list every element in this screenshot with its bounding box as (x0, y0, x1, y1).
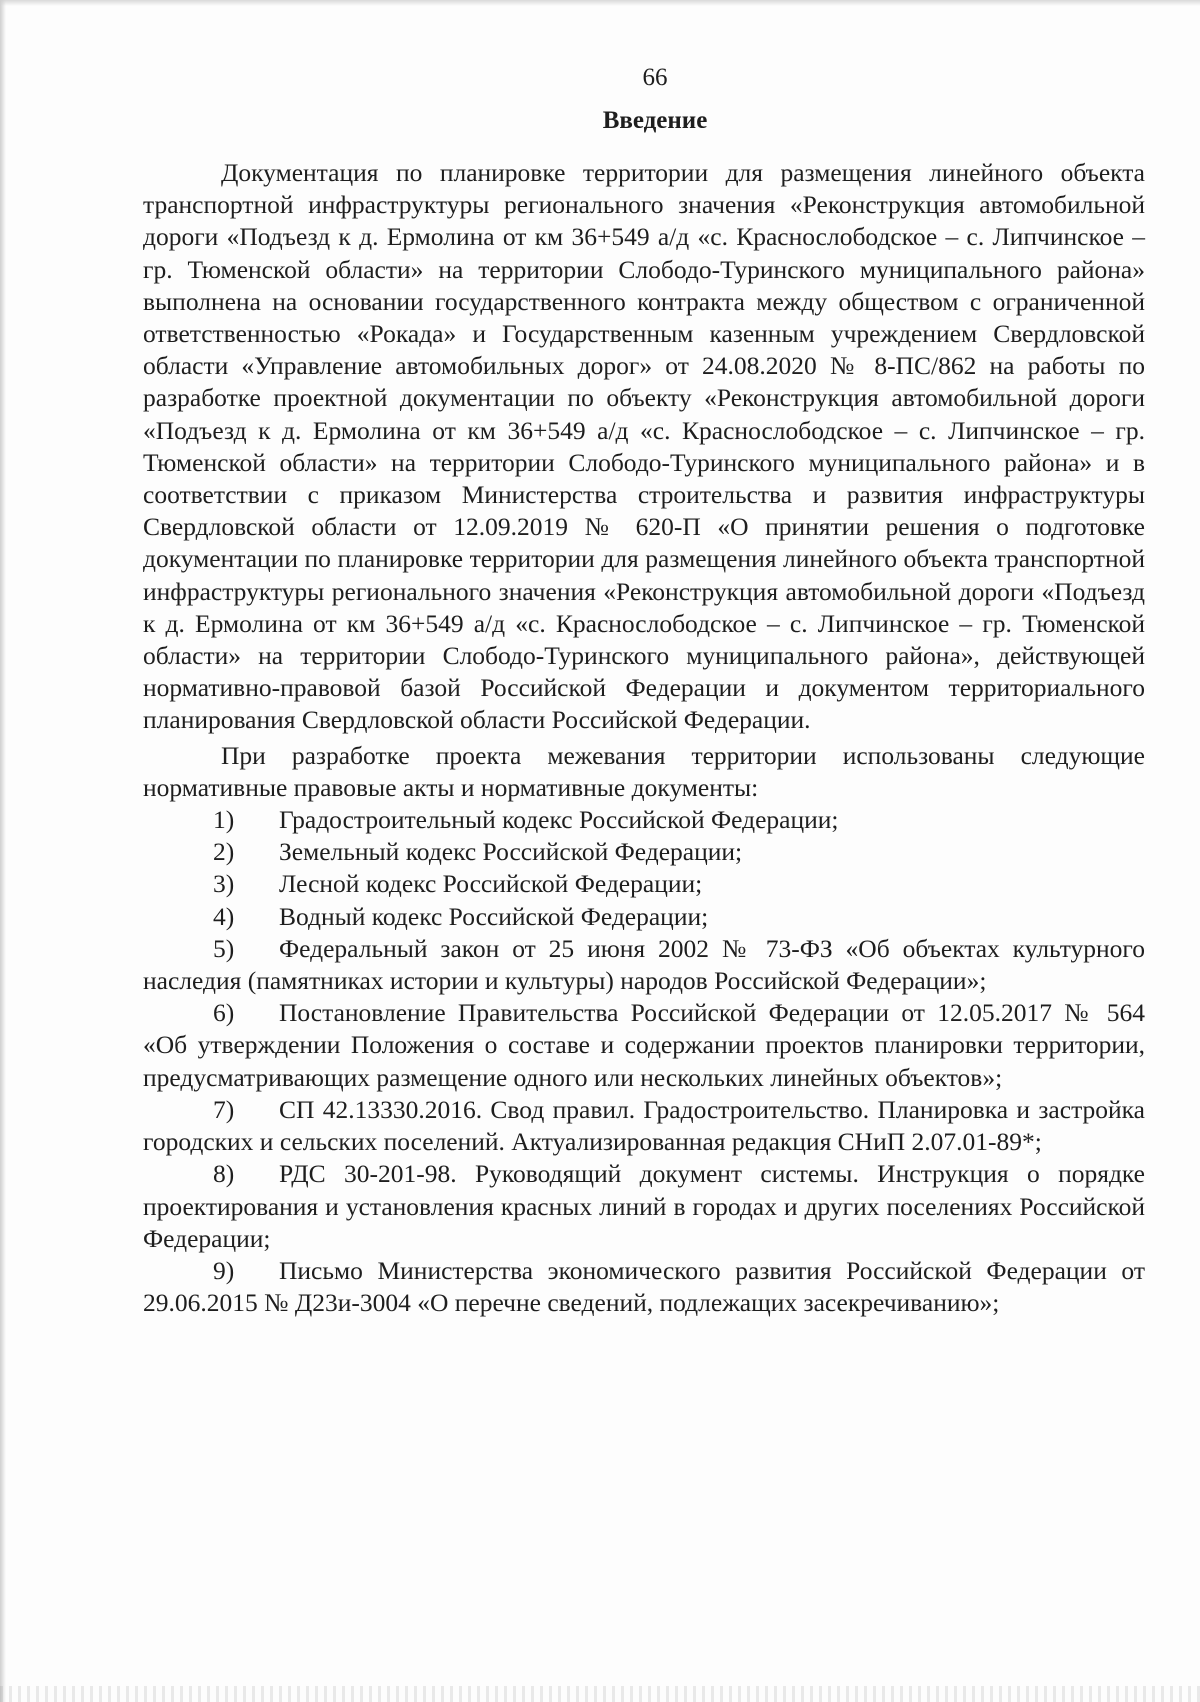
list-item (143, 901, 1145, 933)
list-item-text: Лесной кодекс Российской Федерации; (279, 869, 703, 899)
list-item (143, 804, 1145, 836)
list-item-number: 2) (213, 837, 235, 867)
list-item-text: Градостроительный кодекс Российской Федерации; (279, 805, 839, 835)
documents-intro-paragraph: При разработке проекта межевания территории использованы следующие нормативные правовые акты и нормативные документы: (143, 740, 1145, 802)
list-item-number: 8) (213, 1159, 235, 1189)
list-item (143, 1158, 1145, 1255)
list-item (143, 836, 1145, 868)
list-item-text: СП 42.13330.2016. Свод правил. Градостроительство. Планировка и застройка городских и сельских поселений. Актуализированная редакция СНиП 2.07.01-89*; (143, 1094, 1145, 1157)
document-body (143, 157, 1145, 1319)
list-item-number: 9) (213, 1255, 235, 1285)
scan-edge-left (0, 0, 6, 1702)
list-item-number: 1) (213, 805, 235, 835)
page-heading: Введение (602, 107, 708, 134)
list-item-number: 6) (213, 998, 235, 1028)
list-item (143, 933, 1145, 997)
scan-edge-top (0, 0, 1200, 6)
intro-paragraph: Документация по планировке территории для размещения линейного объекта транспортной инфраструктуры регионального значения «Реконструкция автомобильной дороги «Подъезд к д. Ермолина от км 36+549 а/д «с. Краснослободское – с. Липчинское – гр. Тюменской области» на территории Слободо-Туринского муниципального района» выполнена на основании государственного контракта между обществом с ограниченной ответственностью «Рокада» и Государственным казенным учреждением Свердловской области «Управление автомобильных дорог» от 24.08.2020 № 8-ПС/862 на работы по разработке проектной документации по объекту «Реконструкция автомобильной дороги «Подъезд к д. Ермолина от км 36+549 а/д «с. Краснослободское – с. Липчинское – гр. Тюменской области» на территории Слободо-Туринского муниципального района» и в соответствии с приказом Министерства строительства и развития инфраструктуры Свердловской области от 12.09.2019 № 620-П «О принятии решения о подготовке документации по планировке территории для размещения линейного объекта транспортной инфраструктуры регионального значения «Реконструкция автомобильной дороги «Подъезд к д. Ермолина от км 36+549 а/д «с. Краснослободское – с. Липчинское – гр. Тюменской области» на территории Слободо-Туринского муниципального района», действующей нормативно-правовой базой Российской Федерации и документом территориального планирования Свердловской области Российской Федерации. (143, 158, 1145, 735)
scan-edge-bottom (0, 1686, 1200, 1702)
list-item-text: Водный кодекс Российской Федерации; (279, 901, 709, 931)
list-item (143, 1255, 1145, 1319)
regulations-list (143, 804, 1145, 1319)
list-item-text: РДС 30-201-98. Руководящий документ системы. Инструкция о порядке проектирования и установления красных линий в городах и других поселениях Российской Федерации; (143, 1159, 1145, 1253)
list-item-text: Постановление Правительства Российской Федерации от 12.05.2017 № 564 «Об утверждении Положения о составе и содержании проектов планировки территории, предусматривающих размещение одного или нескольких линейных объектов»; (143, 998, 1145, 1092)
list-item-number: 3) (213, 869, 235, 899)
list-item-number: 5) (213, 933, 235, 963)
list-item-text: Федеральный закон от 25 июня 2002 № 73-ФЗ «Об объектах культурного наследия (памятниках истории и культуры) народов Российской Федерации»; (143, 933, 1145, 996)
list-item-text: Земельный кодекс Российской Федерации; (279, 837, 743, 867)
list-item-number: 7) (213, 1094, 235, 1124)
list-item-number: 4) (213, 901, 235, 931)
list-item (143, 868, 1145, 900)
list-item (143, 997, 1145, 1094)
page-number: 66 (642, 64, 668, 91)
list-item-text: Письмо Министерства экономического развития Российской Федерации от 29.06.2015 № Д23и-3004 «О перечне сведений, подлежащих засекречиванию»; (143, 1255, 1145, 1318)
list-item (143, 1094, 1145, 1158)
